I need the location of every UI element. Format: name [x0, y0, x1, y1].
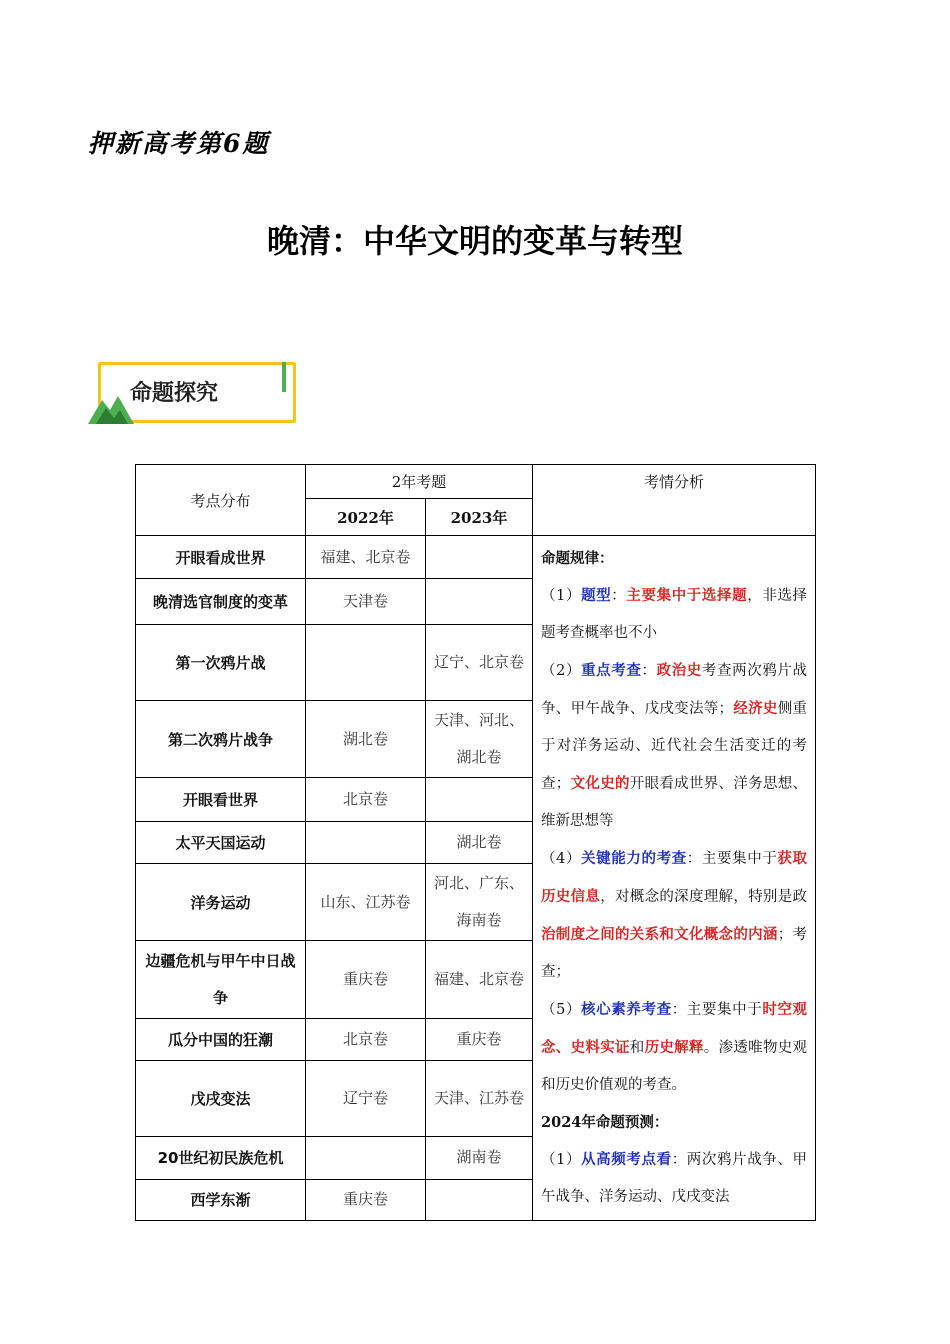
topic-cell: 开眼看成世界: [136, 536, 306, 579]
analysis-point-4: （4）关键能力的考查：主要集中于获取历史信息，对概念的深度理解，特别是政治制度之间的关系和文化概念的内涵；考查；: [541, 850, 808, 980]
region-2023-cell: 河北、广东、海南卷: [426, 864, 533, 941]
region-2022-cell: 湖北卷: [306, 701, 426, 778]
analysis-point-2: （2）重点考查：政治史考查两次鸦片战争、甲午战争、戊戌变法等；经济史侧重于对洋务运动、近代社会生活变迁的考查；文化史的开眼看成世界、洋务思想、维新思想等: [541, 662, 808, 829]
region-2022-cell: 重庆卷: [306, 1179, 426, 1220]
topic-cell: 洋务运动: [136, 864, 306, 941]
topic-cell: 边疆危机与甲午中日战争: [136, 941, 306, 1018]
forecast-heading: 2024年命题预测：: [541, 1114, 669, 1131]
region-2022-cell: 北京卷: [306, 1018, 426, 1060]
header-year-2022: 2022年: [306, 499, 426, 536]
header-label: 押新高考第6题: [88, 129, 270, 158]
region-2022-cell: 福建、北京卷: [306, 536, 426, 579]
topic-cell: 戊戌变法: [136, 1061, 306, 1137]
badge-accent-bar: [282, 362, 286, 392]
region-2023-cell: 天津、河北、湖北卷: [426, 701, 533, 778]
exam-analysis-table: [135, 464, 816, 1221]
topic-cell: 瓜分中国的狂潮: [136, 1018, 306, 1060]
region-2023-cell: 湖南卷: [426, 1137, 533, 1179]
section-badge-label: 命题探究: [130, 381, 219, 406]
region-2022-cell: 北京卷: [306, 778, 426, 821]
region-2022-cell: 辽宁卷: [306, 1061, 426, 1137]
topic-cell: 晚清选官制度的变革: [136, 579, 306, 624]
region-2023-cell: 福建、北京卷: [426, 941, 533, 1018]
header-year-2023: 2023年: [426, 499, 533, 536]
region-2023-cell: [426, 579, 533, 624]
topic-cell: 开眼看世界: [136, 778, 306, 821]
analysis-point-5: （5）核心素养考查：主要集中于时空观念、史料实证和历史解释。渗透唯物史观和历史价值观的考查。: [541, 1001, 808, 1093]
header-topic: 考点分布: [136, 465, 306, 536]
region-2022-cell: [306, 821, 426, 863]
forecast-point-1: （1）从高频考点看：两次鸦片战争、甲午战争、洋务运动、戊戌变法: [541, 1151, 808, 1205]
analysis-cell: [533, 536, 816, 1221]
topic-cell: 第二次鸦片战争: [136, 701, 306, 778]
region-2022-cell: [306, 624, 426, 700]
region-2023-cell: 天津、江苏卷: [426, 1061, 533, 1137]
topic-cell: 太平天国运动: [136, 821, 306, 863]
region-2023-cell: [426, 1179, 533, 1220]
region-2022-cell: 山东、江苏卷: [306, 864, 426, 941]
region-2023-cell: 重庆卷: [426, 1018, 533, 1060]
topic-cell: 第一次鸦片战: [136, 624, 306, 700]
header-years: 2年考题: [306, 465, 533, 499]
region-2022-cell: 天津卷: [306, 579, 426, 624]
topic-cell: 20世纪初民族危机: [136, 1137, 306, 1179]
page-title: 晚清：中华文明的变革与转型: [266, 222, 683, 260]
analysis-point-1: （1）题型：主要集中于选择题，非选择题考查概率也不小: [541, 587, 808, 641]
rule-heading: 命题规律：: [541, 550, 614, 567]
region-2022-cell: 重庆卷: [306, 941, 426, 1018]
region-2023-cell: 湖北卷: [426, 821, 533, 863]
topic-cell: 西学东渐: [136, 1179, 306, 1220]
region-2023-cell: [426, 536, 533, 579]
header-analysis: 考情分析: [533, 465, 816, 536]
region-2022-cell: [306, 1137, 426, 1179]
table-row: [136, 536, 816, 579]
mountain-icon: [88, 390, 136, 426]
section-badge: [88, 360, 298, 430]
region-2023-cell: [426, 778, 533, 821]
region-2023-cell: 辽宁、北京卷: [426, 624, 533, 700]
